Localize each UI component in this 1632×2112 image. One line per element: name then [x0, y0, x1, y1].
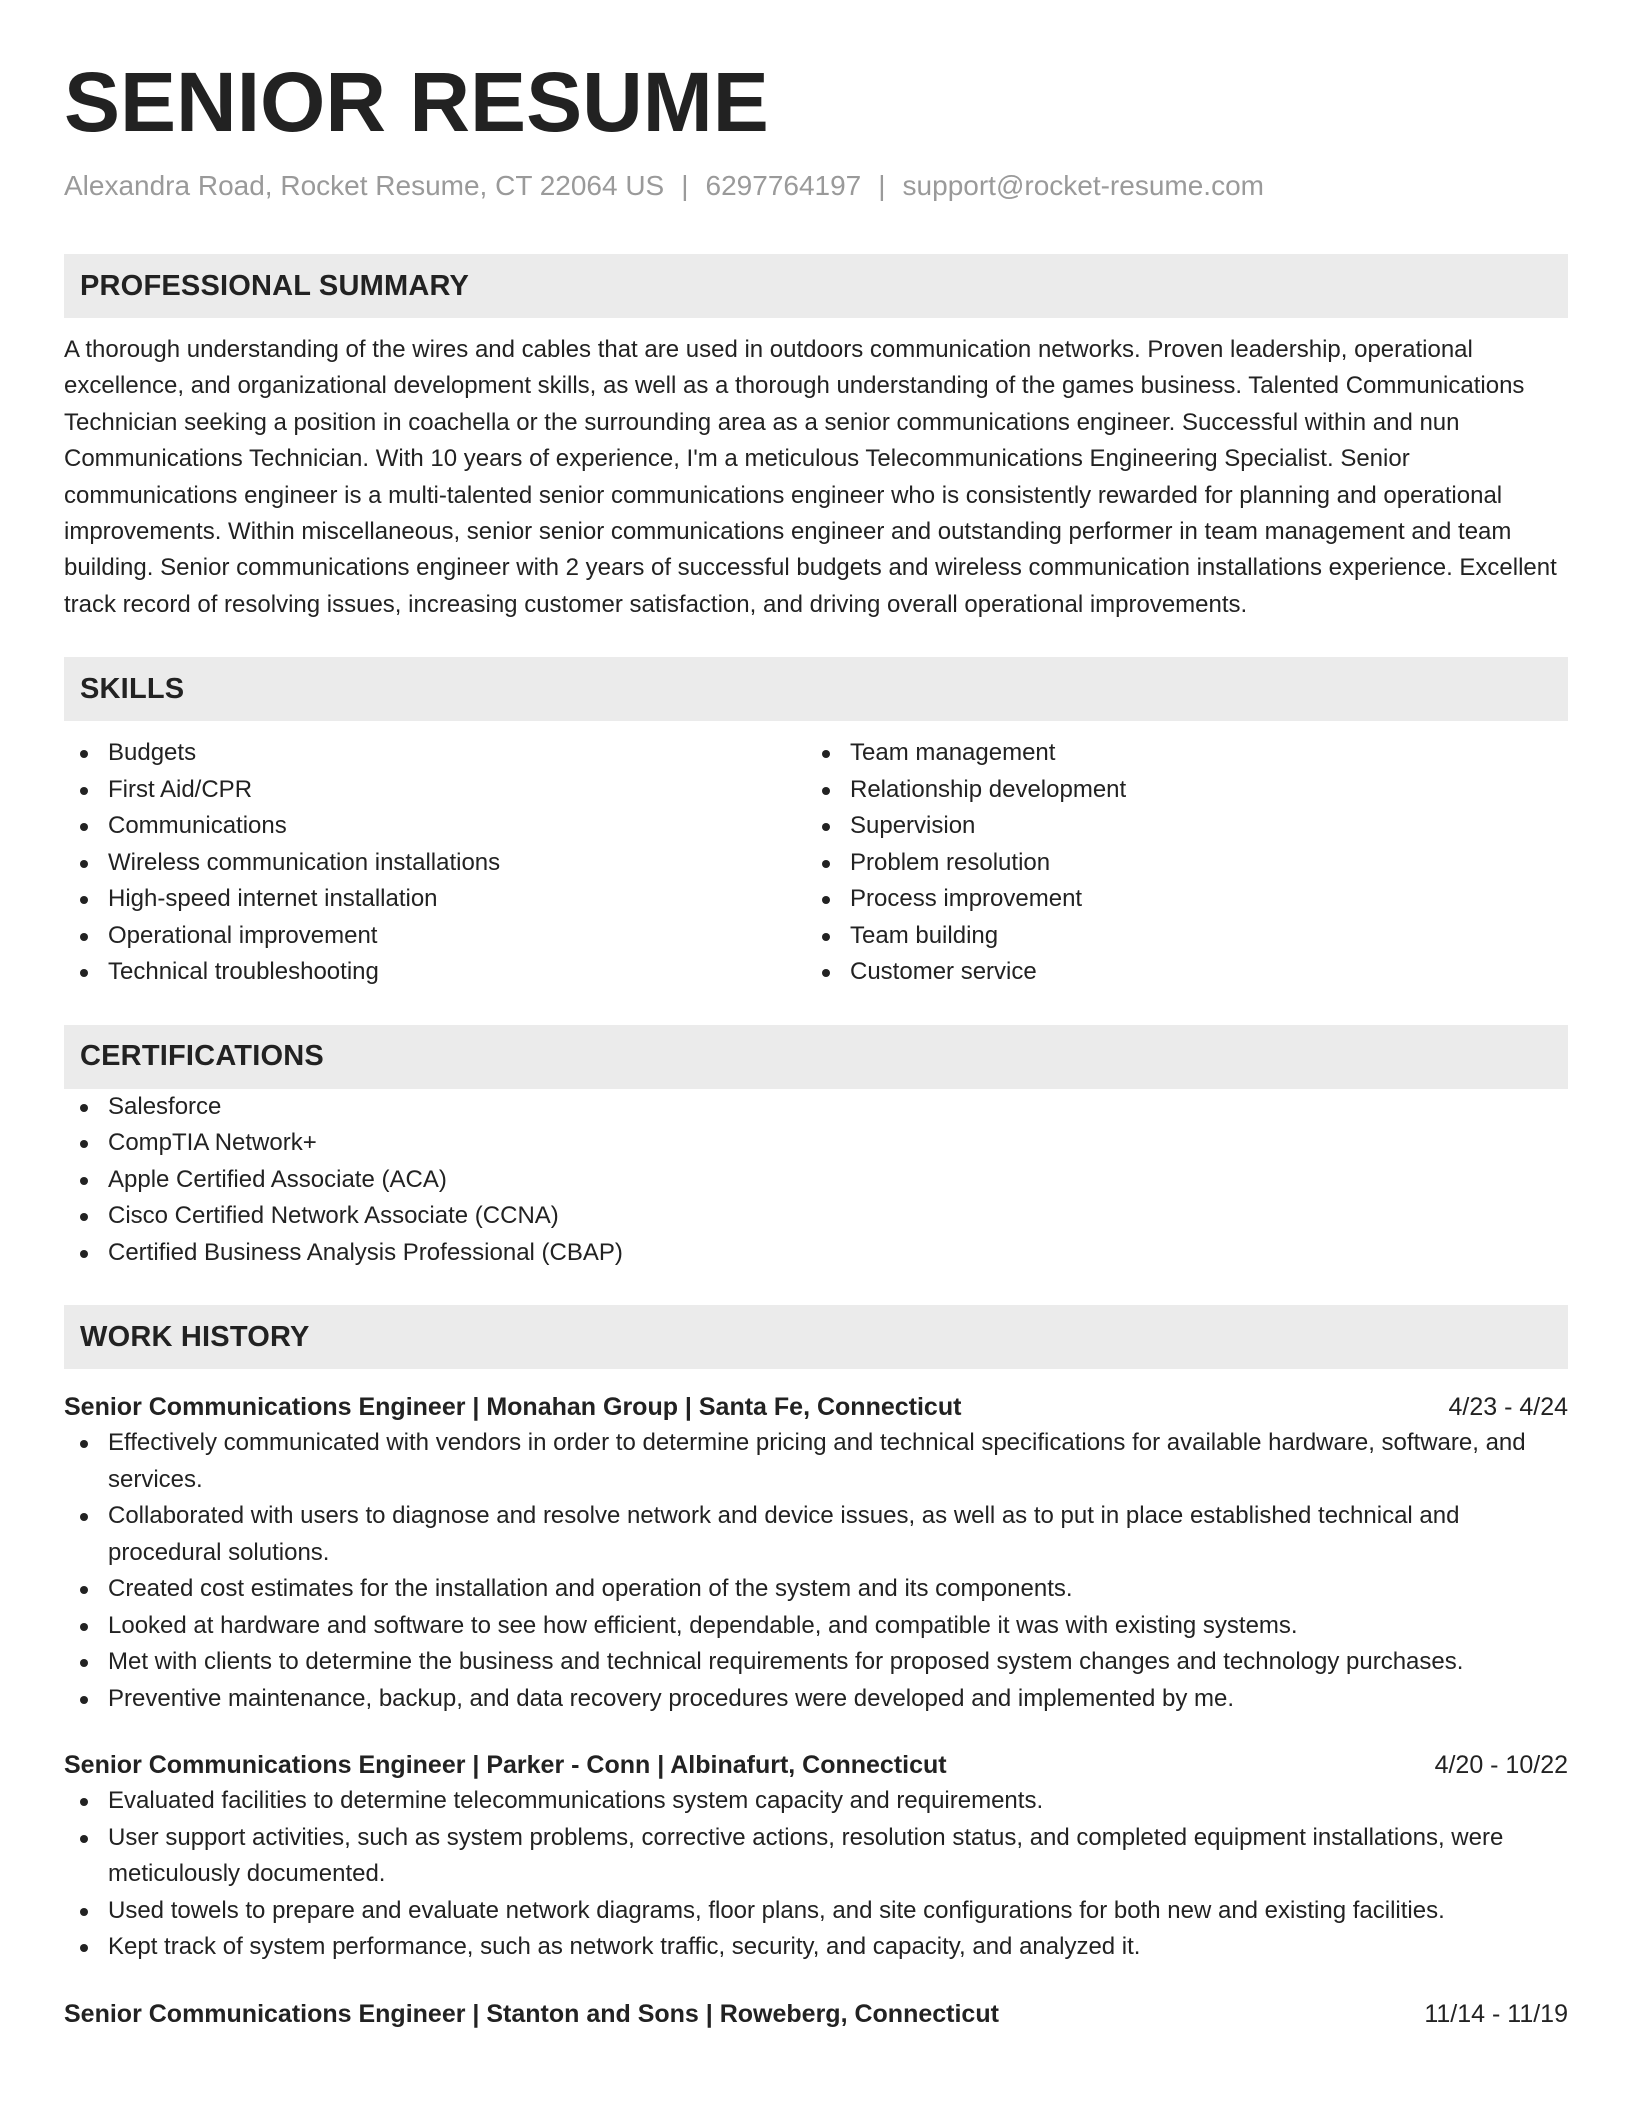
job-duty-item [64, 1571, 1568, 1608]
skill-item-text: Supervision [850, 812, 976, 840]
skill-item-text: Problem resolution [850, 848, 1051, 876]
bullet-icon [80, 1104, 88, 1112]
work-history-section-title: WORK HISTORY [80, 1320, 310, 1353]
bullet-icon [822, 787, 830, 795]
bullet-icon [80, 1908, 88, 1916]
address-text: Alexandra Road, Rocket Resume, CT 22064 US [64, 170, 665, 201]
skills-grid [64, 735, 1568, 991]
bullet-icon [80, 1586, 88, 1594]
job-dates: 11/14 - 11/19 [1424, 1999, 1568, 2028]
job-duty-item-text: Effectively communicated with vendors in order to determine pricing and technical specifications for available hardware, software, and services. [108, 1429, 1526, 1493]
job-duty-item-text: Created cost estimates for the installation and operation of the system and its components. [108, 1575, 1073, 1603]
skill-item [64, 918, 806, 955]
job-header [64, 1389, 1568, 1425]
resume-title: SENIOR RESUME [64, 55, 769, 149]
job-entry [64, 1389, 1568, 1717]
skill-item-text: Communications [108, 812, 287, 840]
certification-item-text: Apple Certified Associate (ACA) [108, 1165, 447, 1193]
skill-item-text: Team management [850, 739, 1056, 767]
job-dates: 4/23 - 4/24 [1448, 1393, 1568, 1422]
job-duty-item-text: Preventive maintenance, backup, and data recovery procedures were developed and implemented by me. [108, 1684, 1234, 1712]
bullet-icon [80, 1140, 88, 1148]
skills-list-left [64, 735, 806, 991]
skill-item-text: Team building [850, 921, 999, 949]
certification-item-text: Salesforce [108, 1092, 222, 1120]
job-duty-item-text: Kept track of system performance, such as network traffic, security, and capacity, and analyzed it. [108, 1933, 1141, 1961]
skills-column-left [64, 735, 806, 991]
bullet-icon [822, 896, 830, 904]
bullet-icon [80, 896, 88, 904]
summary-section-title: PROFESSIONAL SUMMARY [80, 269, 470, 302]
job-duty-item [64, 1820, 1568, 1893]
job-duty-item [64, 1893, 1568, 1930]
bullet-icon [80, 1835, 88, 1843]
skill-item-text: High-speed internet installation [108, 885, 438, 913]
job-duty-item [64, 1425, 1568, 1498]
skill-item [64, 881, 806, 918]
skill-item [64, 808, 806, 845]
job-duty-item [64, 1929, 1568, 1966]
skills-section-title: SKILLS [80, 672, 185, 705]
job-title: Senior Communications Engineer | Stanton and Sons | Roweberg, Connecticut [64, 1999, 999, 2028]
job-duty-item [64, 1498, 1568, 1571]
skill-item-text: First Aid/CPR [108, 775, 253, 803]
bullet-icon [80, 1944, 88, 1952]
job-duties-list [64, 1783, 1568, 1966]
skills-column-right [806, 735, 1548, 991]
skills-list-right [806, 735, 1548, 991]
bullet-icon [80, 1696, 88, 1704]
job-entry [64, 1996, 1568, 2032]
job-title: Senior Communications Engineer | Parker - Conn | Albinafurt, Connecticut [64, 1751, 947, 1780]
skill-item [64, 772, 806, 809]
skill-item [806, 918, 1548, 955]
bullet-icon [80, 1213, 88, 1221]
job-duty-item [64, 1608, 1568, 1645]
bullet-icon [80, 969, 88, 977]
certification-item-text: CompTIA Network+ [108, 1129, 317, 1157]
job-header [64, 1996, 1568, 2032]
certification-item [64, 1125, 1568, 1162]
job-duty-item-text: Evaluated facilities to determine telecommunications system capacity and requirements. [108, 1787, 1044, 1815]
phone-text: 6297764197 [705, 170, 862, 201]
job-duty-item-text: Looked at hardware and software to see how efficient, dependable, and compatible it was with existing systems. [108, 1611, 1298, 1639]
job-duty-item-text: Met with clients to determine the business and technical requirements for proposed system changes and technology purchases. [108, 1648, 1464, 1676]
contact-separator: | [878, 170, 886, 201]
bullet-icon [822, 823, 830, 831]
skill-item-text: Wireless communication installations [108, 848, 501, 876]
skill-item [806, 772, 1548, 809]
bullet-icon [822, 750, 830, 758]
bullet-icon [822, 860, 830, 868]
skill-item-text: Customer service [850, 958, 1037, 986]
contact-line [64, 168, 1568, 204]
bullet-icon [80, 1798, 88, 1806]
bullet-icon [80, 1440, 88, 1448]
job-duties-list [64, 1425, 1568, 1717]
skill-item [806, 808, 1548, 845]
summary-section-header [64, 254, 1568, 318]
job-duty-item-text: Collaborated with users to diagnose and resolve network and device issues, as well as to put in place established technical and procedural solutions. [108, 1502, 1460, 1566]
skill-item [806, 954, 1548, 991]
bullet-icon [80, 1513, 88, 1521]
bullet-icon [80, 823, 88, 831]
skill-item-text: Technical troubleshooting [108, 958, 379, 986]
job-entry [64, 1747, 1568, 1966]
job-duty-item [64, 1681, 1568, 1718]
certifications-list [64, 1089, 1568, 1272]
bullet-icon [80, 933, 88, 941]
bullet-icon [80, 1659, 88, 1667]
job-duty-item-text: User support activities, such as system problems, corrective actions, resolution status, and completed equipment installations, were meticulously documented. [108, 1823, 1504, 1888]
bullet-icon [822, 969, 830, 977]
summary-paragraph: A thorough understanding of the wires and cables that are used in outdoors communication networks. Proven leadership, operational excellence, and organizational development skills, as well as a thorough understanding of the games business. Talented Communications Technician seeking a position in coachella or the surrounding area as a senior communications engineer. Successful within and nun Communications Technician. With 10 years of experience, I'm a meticulous Telecommunications Engineering Specialist. Senior communications engineer is a multi-talented senior communications engineer who is consistently rewarded for planning and operational improvements. Within miscellaneous, senior senior communications engineer and outstanding performer in team management and team building. Senior communications engineer with 2 years of successful budgets and wireless communication installations experience. Excellent track record of resolving issues, increasing customer satisfaction, and driving overall operational improvements. [64, 336, 1557, 618]
certification-item [64, 1235, 1568, 1272]
bullet-icon [80, 787, 88, 795]
bullet-icon [822, 933, 830, 941]
skill-item-text: Operational improvement [108, 921, 378, 949]
bullet-icon [80, 860, 88, 868]
bullet-icon [80, 750, 88, 758]
certification-item [64, 1162, 1568, 1199]
skill-item-text: Relationship development [850, 775, 1127, 803]
certifications-section-header [64, 1025, 1568, 1089]
skill-item [64, 954, 806, 991]
bullet-icon [80, 1623, 88, 1631]
email-link[interactable]: support@rocket-resume.com [902, 170, 1264, 201]
job-duty-item-text: Used towels to prepare and evaluate network diagrams, floor plans, and site configurations for both new and existing facilities. [108, 1896, 1445, 1924]
job-duty-item [64, 1644, 1568, 1681]
certification-item [64, 1089, 1568, 1126]
skill-item [806, 845, 1548, 882]
skills-section-header [64, 657, 1568, 721]
job-title: Senior Communications Engineer | Monahan Group | Santa Fe, Connecticut [64, 1393, 962, 1422]
skill-item-text: Budgets [108, 739, 197, 767]
certification-item [64, 1198, 1568, 1235]
contact-separator: | [681, 170, 689, 201]
certification-item-text: Cisco Certified Network Associate (CCNA) [108, 1202, 559, 1230]
job-duty-item [64, 1783, 1568, 1820]
bullet-icon [80, 1177, 88, 1185]
job-header [64, 1747, 1568, 1783]
skill-item [806, 735, 1548, 772]
certification-item-text: Certified Business Analysis Professional (CBAP) [108, 1238, 623, 1266]
skill-item [64, 845, 806, 882]
bullet-icon [80, 1250, 88, 1258]
work-history-section-header [64, 1305, 1568, 1369]
job-dates: 4/20 - 10/22 [1434, 1751, 1568, 1780]
skill-item-text: Process improvement [850, 885, 1083, 913]
certifications-section-title: CERTIFICATIONS [80, 1040, 324, 1073]
skill-item [806, 881, 1548, 918]
skill-item [64, 735, 806, 772]
